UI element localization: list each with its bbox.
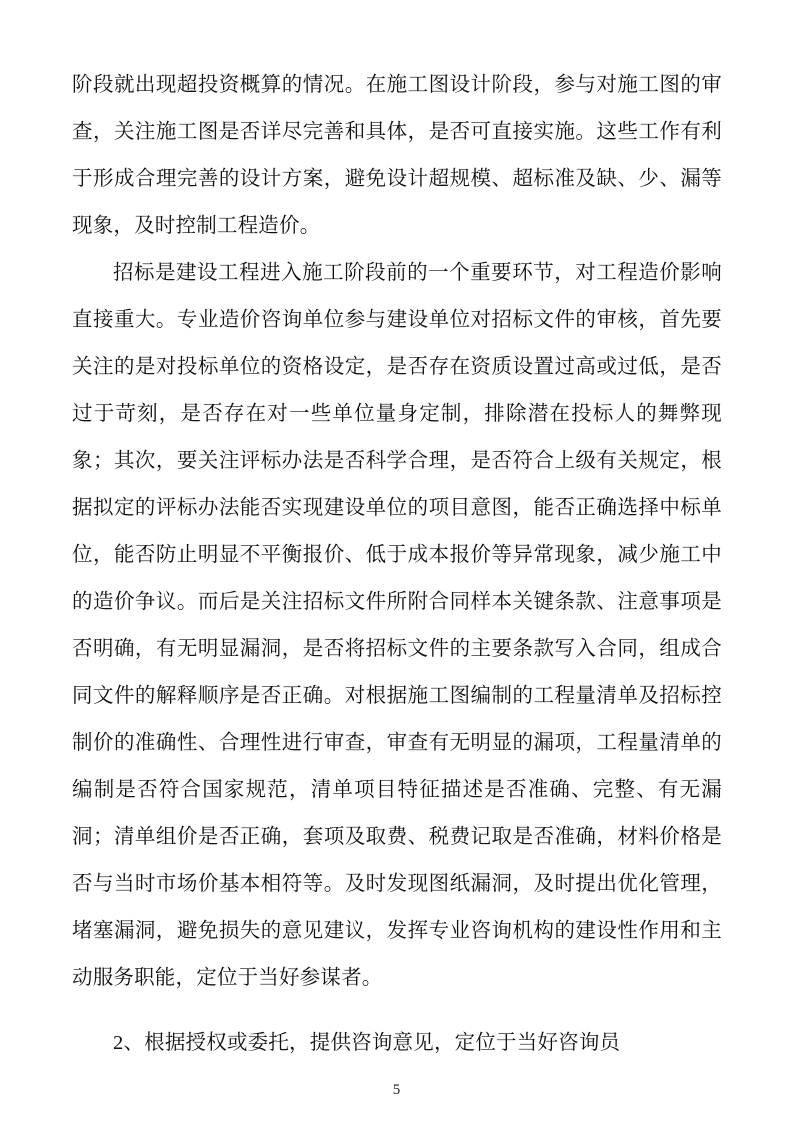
page-body (72, 62, 722, 1067)
paragraph-2: 招标是建设工程进入施工阶段前的一个重要环节，对工程造价影响直接重大。专业造价咨询单位参与建设单位对招标文件的审核，首先要关注的是对投标单位的资格设定，是否存在资质设置过高或过低，是否过于苛刻，是否存在对一些单位量身定制，排除潜在投标人的舞弊现象；其次，要关注评标办法是否科学合理，是否符合上级有关规定，根据拟定的评标办法能否实现建设单位的项目意图，能否正确选择中标单位，能否防止明显不平衡报价、低于成本报价等异常现象，减少施工中的造价争议。而后是关注招标文件所附合同样本关键条款、注意事项是否明确，有无明显漏洞，是否将招标文件的主要条款写入合同，组成合同文件的解释顺序是否正确。对根据施工图编制的工程量清单及招标控制价的准确性、合理性进行审查，审查有无明显的漏项，工程量清单的编制是否符合国家规范，清单项目特征描述是否准确、完整、有无漏洞；清单组价是否正确，套项及取费、税费记取是否准确，材料价格是否与当时市场价基本相符等。及时发现图纸漏洞，及时提出优化管理，堵塞漏洞，避免损失的意见建议，发挥专业咨询机构的建设性作用和主动服务职能，定位于当好参谋者。 (72, 262, 722, 989)
page-number: 5 (392, 1082, 401, 1098)
paragraph-1: 阶段就出现超投资概算的情况。在施工图设计阶段，参与对施工图的审查，关注施工图是否详尽完善和具体，是否可直接实施。这些工作有利于形成合理完善的设计方案，避免设计超规模、超标准及缺、少、漏等现象，及时控制工程造价。 (72, 74, 722, 237)
paragraph-spacer (72, 1002, 722, 1020)
paragraph-3: 2、根据授权或委托，提供咨询意见，定位于当好咨询员 (113, 1032, 621, 1054)
